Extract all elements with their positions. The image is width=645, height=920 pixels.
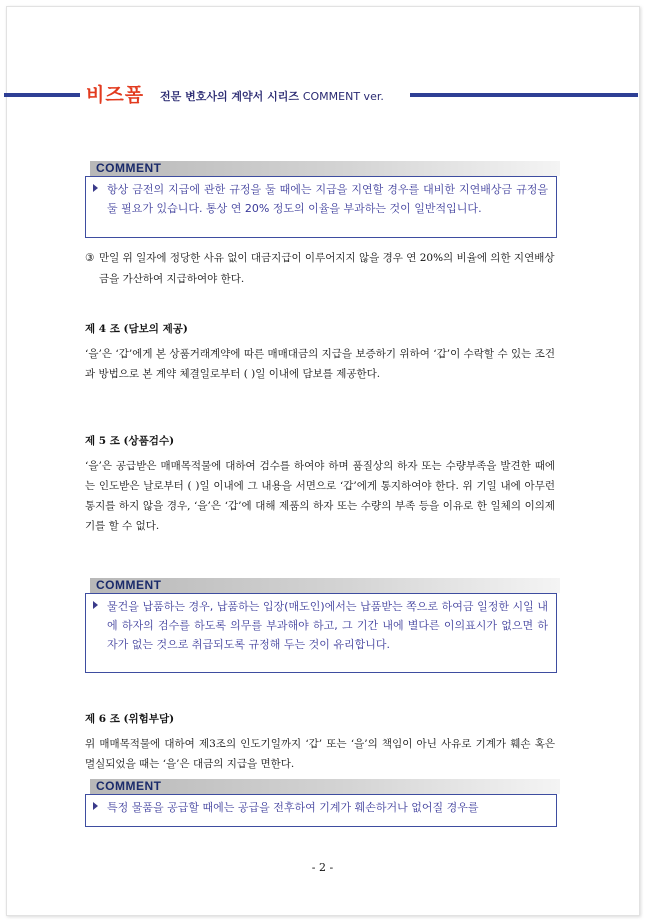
comment-text: 물건을 납품하는 경우, 납품하는 입장(매도인)에서는 납품받는 쪽으로 하여금 일정한 시일 내에 하자의 검수를 하도록 의무를 부과해야 하고, 그 기간 내에 별다른 이의표시가 없으면 하자가 없는 것으로 취급되도록 규정해 두는 것이 유리합니다. <box>107 600 548 651</box>
arrow-right-icon <box>93 601 98 609</box>
comment-box <box>85 176 557 238</box>
comment-box <box>85 794 557 827</box>
clause-text: 만일 위 일자에 정당한 사유 없이 대금지급이 이루어지지 않을 경우 연 20%의 비율에 의한 지연배상금을 가산하여 지급하여야 한다. <box>99 252 555 285</box>
comment-box <box>85 593 557 673</box>
comment-label: COMMENT <box>90 161 560 176</box>
comment-text: 항상 금전의 지급에 관한 규정을 둘 때에는 지급을 지연할 경우를 대비한 지연배상금 규정을 둘 필요가 있습니다. 통상 연 20% 정도의 이율을 부과하는 것이 일반적입니다. <box>107 183 548 215</box>
header-rule-left <box>4 93 80 97</box>
article-text: ‘을’은 ‘갑’에게 본 상품거래계약에 따른 매매대금의 지급을 보증하기 위하여 ‘갑’이 수락할 수 있는 조건과 방법으로 본 계약 체결일로부터 ( )일 이내에 담보를 제공한다. <box>85 348 555 380</box>
article-text: 위 매매목적물에 대하여 제3조의 인도기일까지 ‘갑’ 또는 ‘을’의 책임이 아닌 사유로 기계가 훼손 혹은 멸실되었을 때는 ‘을’은 대금의 지급을 면한다. <box>85 738 555 770</box>
article-title: 제 5 조 (상품검수) <box>85 435 175 447</box>
tagline-text: 전문 변호사의 계약서 시리즈 <box>160 90 299 103</box>
comment-label: COMMENT <box>90 578 560 593</box>
tagline-version: COMMENT ver. <box>302 90 384 103</box>
clause-item <box>85 248 555 290</box>
header-rule-right <box>410 93 638 97</box>
arrow-right-icon <box>93 802 98 810</box>
header-tagline <box>160 88 384 104</box>
article-title: 제 4 조 (담보의 제공) <box>85 323 188 335</box>
clause-number: ③ <box>85 252 95 264</box>
comment-text: 특정 물품을 공급할 때에는 공급을 전후하여 기계가 훼손하거나 없어질 경우를 <box>107 801 479 814</box>
article-title: 제 6 조 (위험부담) <box>85 713 175 725</box>
arrow-right-icon <box>93 184 98 192</box>
page-number: - 2 - <box>311 861 334 874</box>
comment-label: COMMENT <box>90 779 560 794</box>
brand-logo: 비즈폼 <box>86 84 145 106</box>
article-text: ‘을’은 공급받은 매매목적물에 대하여 검수를 하여야 하며 품질상의 하자 또는 수량부족을 발견한 때에는 인도받은 날로부터 ( )일 이내에 그 내용을 서면으로 ‘갑’에게 통지하여야 한다. 위 기일 내에 아무런 통지를 하지 않을 경우, ‘을’은 ‘갑’에 대해 제품의 하자 또는 수량의 부족 등을 이유로 한 일체의 이의제기를 할 수 없다. <box>85 460 555 532</box>
